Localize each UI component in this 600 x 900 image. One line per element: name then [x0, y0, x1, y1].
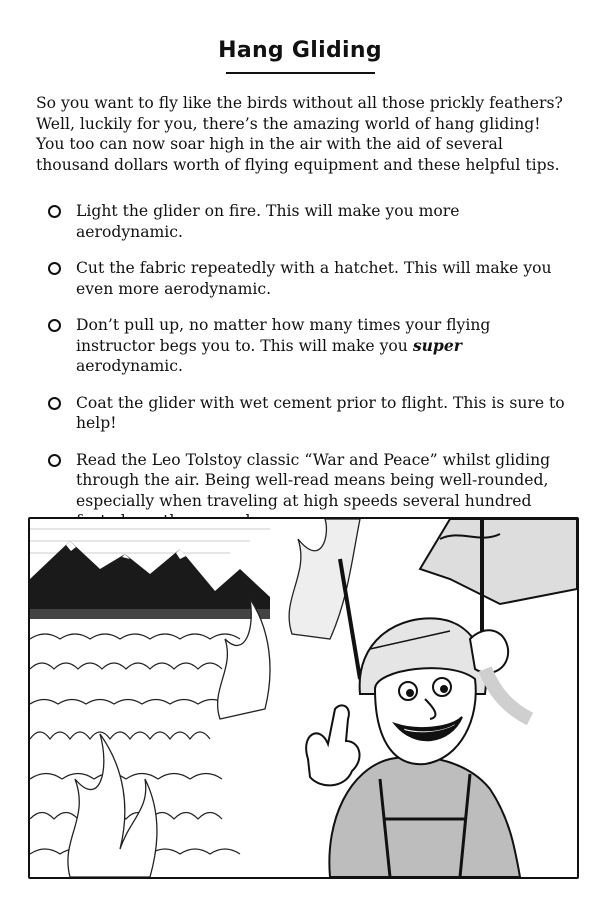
tip-text: Cut the fabric repeatedly with a hatchet. This will make you even more aerodynamic.: [76, 259, 552, 298]
burning-glider-drawing: [30, 519, 577, 877]
tip-emphasis: super: [412, 335, 462, 355]
tip-item: [36, 258, 566, 299]
tips-list: [36, 201, 566, 548]
circle-bullet-icon: [48, 397, 61, 410]
circle-bullet-icon: [48, 262, 61, 275]
glider-wing: [420, 519, 577, 604]
tip-text: Light the glider on fire. This will make you more aerodynamic.: [76, 202, 460, 241]
tip-item: [36, 201, 566, 242]
tip-text: Read the Leo Tolstoy classic “War and Peace” whilst gliding through the air. Being well-read means being well-rounded, especially when traveling at high speeds several hundred: [76, 450, 551, 510]
tip-text: Coat the glider with wet cement prior to flight. This is sure to help!: [76, 393, 565, 432]
circle-bullet-icon: [48, 205, 61, 218]
tip-item: [36, 315, 566, 377]
tip-text-before: Don’t pull up, no matter how many times your flying instructor begs you to. This will make you: [76, 316, 491, 355]
pilot: [306, 618, 530, 877]
title-underline: [226, 72, 375, 74]
circle-bullet-icon: [48, 454, 61, 467]
intro-paragraph: So you want to fly like the birds without all those prickly feathers? Well, luckily for you, there’s the amazing world of hang gliding! You too can now soar high in the air with the aid of several thousand dollars worth of flying equipment and these helpful tips.: [36, 94, 563, 174]
tip-text-after: aerodynamic.: [76, 357, 183, 375]
circle-bullet-icon: [48, 319, 61, 332]
page-title: Hang Gliding: [218, 38, 382, 63]
comic-illustration: [28, 517, 579, 879]
tip-item: [36, 393, 566, 434]
